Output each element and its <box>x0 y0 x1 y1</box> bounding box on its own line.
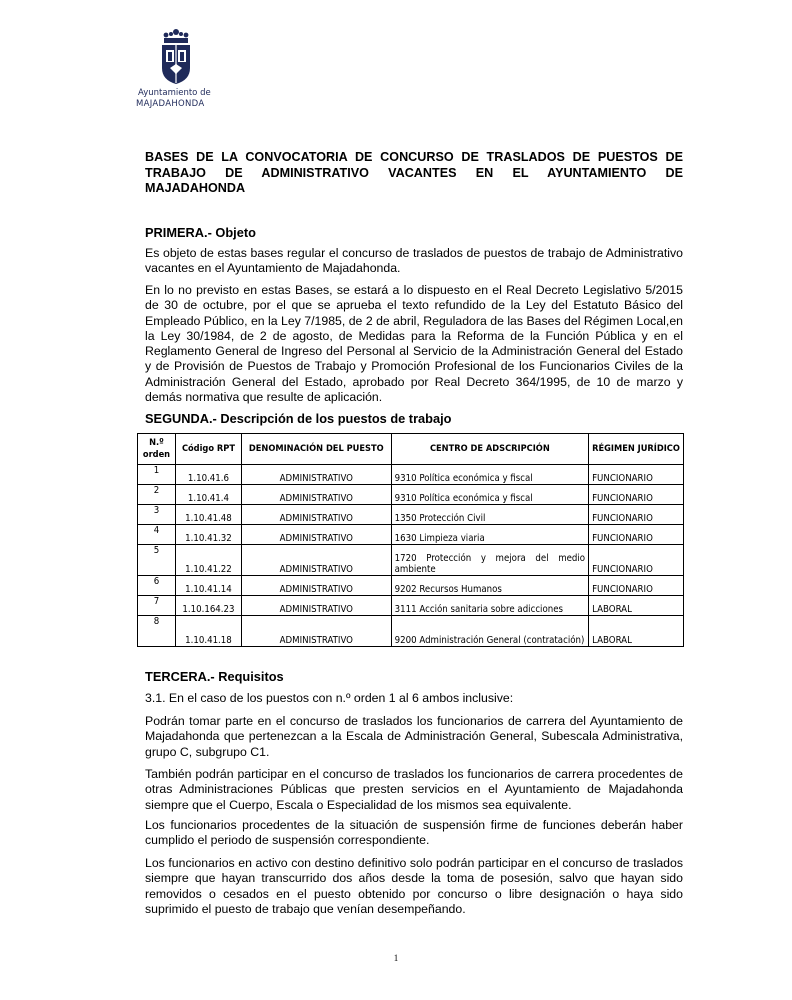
logo-text-line2: MAJADAHONDA <box>136 99 205 109</box>
table-row <box>138 596 684 616</box>
table-cell: 1.10.41.14 <box>175 576 241 596</box>
table-cell: 7 <box>138 596 176 616</box>
table-cell: 3 <box>138 505 176 525</box>
coat-of-arms-icon <box>156 28 196 86</box>
table-cell: LABORAL <box>589 596 684 616</box>
table-cell: ADMINISTRATIVO <box>241 505 391 525</box>
table-cell: FUNCIONARIO <box>589 465 684 485</box>
table-cell: 2 <box>138 485 176 505</box>
table-cell: ADMINISTRATIVO <box>241 485 391 505</box>
document-title <box>145 150 683 197</box>
table-cell: 5 <box>138 545 176 576</box>
paragraph: También podrán participar en el concurso de traslados los funcionarios de carrera procedentes de otras Administraciones Públicas que presten servicios en el Ayuntamiento de Majadahonda siempre que el Cuerpo, Escala o Especialidad de los mismos sea equivalente. <box>145 767 683 812</box>
table-cell: 1.10.41.32 <box>175 525 241 545</box>
table-cell: 1720 Protección y mejora del medio ambiente <box>391 545 588 576</box>
table-cell: 1.10.41.18 <box>175 616 241 647</box>
logo-text-line1: Ayuntamiento de <box>138 88 211 98</box>
table-cell: 9202 Recursos Humanos <box>391 576 588 596</box>
table-cell: 4 <box>138 525 176 545</box>
table-cell: 3111 Acción sanitaria sobre adicciones <box>391 596 588 616</box>
table-cell: ADMINISTRATIVO <box>241 596 391 616</box>
table-cell: ADMINISTRATIVO <box>241 576 391 596</box>
page-number: 1 <box>393 953 399 963</box>
table-cell: FUNCIONARIO <box>589 505 684 525</box>
table-cell: 6 <box>138 576 176 596</box>
table-cell: 1630 Limpieza viaria <box>391 525 588 545</box>
table-cell: 1.10.41.22 <box>175 545 241 576</box>
table-header-cell: Código RPT <box>175 434 241 465</box>
table-row <box>138 545 684 576</box>
paragraph: Los funcionarios procedentes de la situación de suspensión firme de funciones deberán haber cumplido el periodo de suspensión correspondiente. <box>145 818 683 848</box>
table-header-cell: N.º orden <box>138 434 176 465</box>
paragraph: Podrán tomar parte en el concurso de traslados los funcionarios de carrera del Ayuntamiento de Majadahonda que pertenezcan a la Escala de Administración General, Subescala Administrativa, grupo C, subgrupo C1. <box>145 714 683 759</box>
table-cell: 1.10.41.4 <box>175 485 241 505</box>
table-row <box>138 465 684 485</box>
title-line-3: MAJADAHONDA <box>145 181 246 195</box>
table-cell: 9310 Política económica y fiscal <box>391 485 588 505</box>
table-cell: ADMINISTRATIVO <box>241 616 391 647</box>
title-line-2: TRABAJO DE ADMINISTRATIVO VACANTES EN EL AYUNTAMIENTO DE <box>145 165 683 180</box>
table-cell: ADMINISTRATIVO <box>241 525 391 545</box>
table-cell: 9310 Política económica y fiscal <box>391 465 588 485</box>
table-header-cell: CENTRO DE ADSCRIPCIÓN <box>391 434 588 465</box>
paragraph: En lo no previsto en estas Bases, se estará a lo dispuesto en el Real Decreto Legislativo 5/2015 de 30 de octubre, por el que se aprueba el texto refundido de la Ley del Estatuto Básico del Empleado Público, en la Ley 7/1985, de 2 de abril, Reguladora de las Bases del Régimen Local,en la Ley 30/1984, de 2 de agosto, de Medidas para la Reforma de la Función Pública y en el Reglamento General de Ingreso del Personal al Servicio de la Administración General del Estado y de Provisión de Puestos de Trabajo y Promoción Profesional de los Funcionarios Civiles de la Administración General del Estado, aprobado por Real Decreto 364/1995, de 10 de marzo y demás normativa que resulte de aplicación. <box>145 283 684 405</box>
table-cell: ADMINISTRATIVO <box>241 545 391 576</box>
section-heading-primera: PRIMERA.- Objeto <box>145 225 256 240</box>
paragraph: Es objeto de estas bases regular el concurso de traslados de puestos de trabajo de Administrativo vacantes en el Ayuntamiento de Majadahonda. <box>145 246 683 276</box>
section-heading-tercera: TERCERA.- Requisitos <box>145 669 284 684</box>
table-cell: FUNCIONARIO <box>589 525 684 545</box>
table-cell: 8 <box>138 616 176 647</box>
table-cell: 1350 Protección Civil <box>391 505 588 525</box>
table-header-cell: RÉGIMEN JURÍDICO <box>589 434 684 465</box>
positions-table <box>137 433 680 647</box>
table-row <box>138 616 684 647</box>
paragraph: 3.1. En el caso de los puestos con n.º orden 1 al 6 ambos inclusive: <box>145 691 514 705</box>
title-line-1: BASES DE LA CONVOCATORIA DE CONCURSO DE TRASLADOS DE PUESTOS DE <box>145 150 683 164</box>
section-heading-segunda: SEGUNDA.- Descripción de los puestos de trabajo <box>145 411 452 426</box>
table-cell: ADMINISTRATIVO <box>241 465 391 485</box>
table-row <box>138 576 684 596</box>
municipal-logo <box>136 28 216 112</box>
table-cell: FUNCIONARIO <box>589 576 684 596</box>
table-cell: FUNCIONARIO <box>589 485 684 505</box>
table-cell: LABORAL <box>589 616 684 647</box>
table-header-row <box>138 434 684 465</box>
table-cell: 1.10.41.48 <box>175 505 241 525</box>
table-row <box>138 485 684 505</box>
table-row <box>138 525 684 545</box>
table-cell: 1.10.41.6 <box>175 465 241 485</box>
table-cell: FUNCIONARIO <box>589 545 684 576</box>
paragraph: Los funcionarios en activo con destino definitivo solo podrán participar en el concurso de traslados siempre que hayan transcurrido dos años desde la toma de posesión, salvo que hayan sido removidos o cesados en el puesto obtenido por concurso o libre designación o haya sido suprimido el puesto de trabajo que venían desempeñando. <box>145 856 683 916</box>
table-cell: 9200 Administración General (contratación) <box>391 616 588 647</box>
table-header-cell: DENOMINACIÓN DEL PUESTO <box>241 434 391 465</box>
table-cell: 1 <box>138 465 176 485</box>
table-row <box>138 505 684 525</box>
table-cell: 1.10.164.23 <box>175 596 241 616</box>
